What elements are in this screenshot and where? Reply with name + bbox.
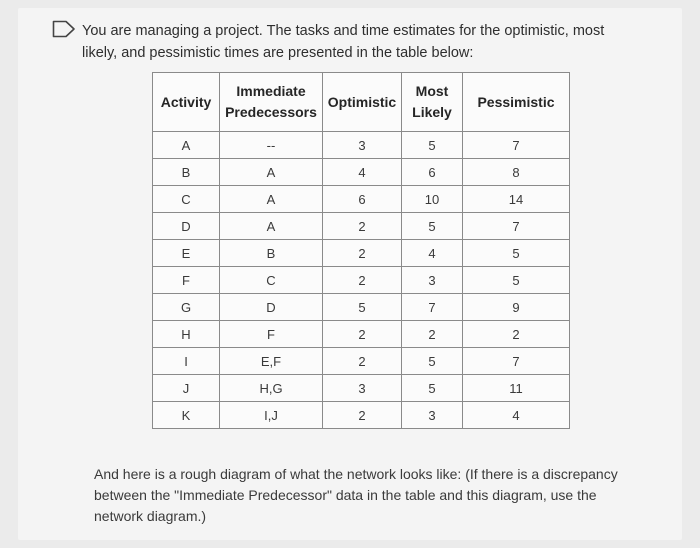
table-row (153, 240, 570, 267)
cell-optimistic: 2 (323, 348, 402, 375)
cell-most-likely: 4 (402, 240, 463, 267)
cell-predecessors: D (220, 294, 323, 321)
cell-optimistic: 3 (323, 132, 402, 159)
cell-predecessors: A (220, 213, 323, 240)
header-most-likely: Most Likely (402, 73, 463, 132)
cell-pessimistic: 4 (463, 402, 570, 429)
cell-predecessors: E,F (220, 348, 323, 375)
table-row (153, 348, 570, 375)
cell-pessimistic: 14 (463, 186, 570, 213)
table-header-row (153, 73, 570, 132)
cell-most-likely: 3 (402, 267, 463, 294)
table-row (153, 159, 570, 186)
cell-activity: D (153, 213, 220, 240)
table-row (153, 213, 570, 240)
cell-most-likely: 5 (402, 348, 463, 375)
cell-activity: G (153, 294, 220, 321)
cell-predecessors: F (220, 321, 323, 348)
header-activity: Activity (153, 73, 220, 132)
activity-table (152, 72, 570, 429)
cell-activity: B (153, 159, 220, 186)
cell-predecessors: I,J (220, 402, 323, 429)
cell-pessimistic: 11 (463, 375, 570, 402)
header-predecessors: Immediate Predecessors (220, 73, 323, 132)
cell-activity: I (153, 348, 220, 375)
cell-pessimistic: 9 (463, 294, 570, 321)
bookmark-flag-icon[interactable] (52, 20, 76, 38)
question-intro-text: You are managing a project. The tasks and time estimates for the optimistic, most likely, and pessimistic times are presented in the table below: (82, 23, 605, 61)
cell-pessimistic: 2 (463, 321, 570, 348)
cell-optimistic: 4 (323, 159, 402, 186)
cell-pessimistic: 5 (463, 267, 570, 294)
cell-most-likely: 3 (402, 402, 463, 429)
cell-activity: A (153, 132, 220, 159)
cell-activity: F (153, 267, 220, 294)
cell-most-likely: 5 (402, 132, 463, 159)
cell-pessimistic: 7 (463, 348, 570, 375)
cell-predecessors: -- (220, 132, 323, 159)
table-row (153, 402, 570, 429)
table-body (153, 132, 570, 429)
cell-activity: J (153, 375, 220, 402)
table-row (153, 321, 570, 348)
cell-optimistic: 5 (323, 294, 402, 321)
table-row (153, 294, 570, 321)
cell-optimistic: 2 (323, 240, 402, 267)
cell-pessimistic: 5 (463, 240, 570, 267)
header-pessimistic: Pessimistic (463, 73, 570, 132)
cell-most-likely: 5 (402, 375, 463, 402)
cell-predecessors: C (220, 267, 323, 294)
cell-optimistic: 2 (323, 213, 402, 240)
cell-optimistic: 6 (323, 186, 402, 213)
table-row (153, 375, 570, 402)
cell-activity: E (153, 240, 220, 267)
cell-predecessors: A (220, 186, 323, 213)
table-row (153, 186, 570, 213)
cell-activity: K (153, 402, 220, 429)
cell-predecessors: A (220, 159, 323, 186)
cell-most-likely: 2 (402, 321, 463, 348)
cell-predecessors: H,G (220, 375, 323, 402)
header-optimistic: Optimistic (323, 73, 402, 132)
cell-pessimistic: 7 (463, 213, 570, 240)
cell-optimistic: 2 (323, 402, 402, 429)
table-row (153, 267, 570, 294)
cell-most-likely: 6 (402, 159, 463, 186)
table-row (153, 132, 570, 159)
cell-most-likely: 10 (402, 186, 463, 213)
cell-activity: C (153, 186, 220, 213)
cell-optimistic: 2 (323, 321, 402, 348)
cell-pessimistic: 7 (463, 132, 570, 159)
cell-most-likely: 7 (402, 294, 463, 321)
cell-optimistic: 3 (323, 375, 402, 402)
question-outro-text: And here is a rough diagram of what the network looks like: (If there is a discrepancy between the "Immediate Predecessor" data in the table and this diagram, use the network diagram.) (94, 466, 618, 524)
cell-predecessors: B (220, 240, 323, 267)
cell-pessimistic: 8 (463, 159, 570, 186)
cell-activity: H (153, 321, 220, 348)
cell-optimistic: 2 (323, 267, 402, 294)
cell-most-likely: 5 (402, 213, 463, 240)
